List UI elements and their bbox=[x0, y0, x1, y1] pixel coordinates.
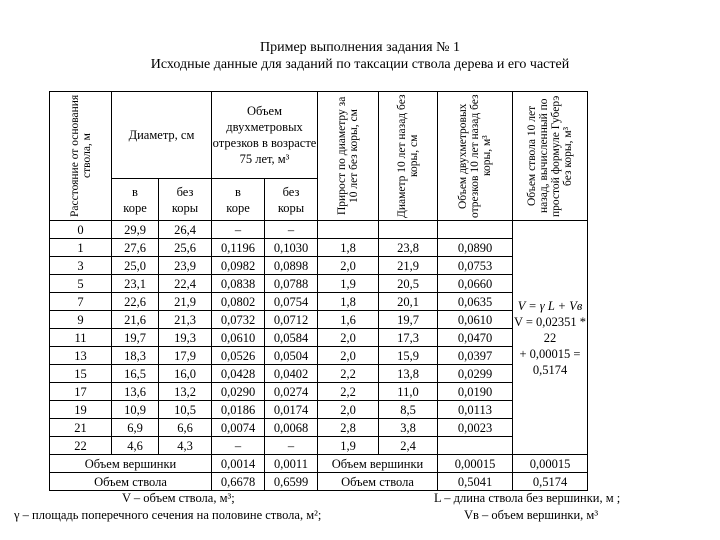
cell-vol-with-bark: – bbox=[212, 221, 265, 239]
cell-vol-10: 0,0299 bbox=[438, 365, 513, 383]
header-diam-without-bark: без коры bbox=[159, 179, 212, 221]
table-row bbox=[50, 257, 588, 275]
cell-diam-10: 20,5 bbox=[379, 275, 438, 293]
cell-distance: 21 bbox=[50, 419, 112, 437]
table-row bbox=[50, 383, 588, 401]
cell-vol-without-bark: 0,0898 bbox=[265, 257, 318, 275]
cell-diam-with-bark: 10,9 bbox=[112, 401, 159, 419]
table-row bbox=[50, 437, 588, 455]
page-title: Пример выполнения задания № 1 bbox=[260, 40, 460, 55]
footnote-gamma: γ – площадь поперечного сечения на половине ствола, м²; bbox=[14, 508, 322, 522]
cell-vol-without-bark: 0,1030 bbox=[265, 239, 318, 257]
cell-diam-with-bark: 21,6 bbox=[112, 311, 159, 329]
cell-vol-10: 0,0023 bbox=[438, 419, 513, 437]
cell-increment: 2,0 bbox=[318, 329, 379, 347]
cell-diam-without-bark: 22,4 bbox=[159, 275, 212, 293]
cell-diam-10: 19,7 bbox=[379, 311, 438, 329]
header-distance: Расстояние от основания ствола, м bbox=[50, 92, 112, 221]
cell-diam-with-bark: 6,9 bbox=[112, 419, 159, 437]
cell-diam-10: 15,9 bbox=[379, 347, 438, 365]
cell-vol-without-bark: 0,0754 bbox=[265, 293, 318, 311]
stem-volume-huber: 0,5174 bbox=[513, 473, 588, 491]
cell-increment: 1,9 bbox=[318, 275, 379, 293]
cell-increment: 2,2 bbox=[318, 383, 379, 401]
top-volume-label: Объем вершинки bbox=[50, 455, 212, 473]
cell-diam-10: 3,8 bbox=[379, 419, 438, 437]
cell-increment: 2,2 bbox=[318, 365, 379, 383]
cell-vol-without-bark: – bbox=[265, 221, 318, 239]
footnote-vb: Vв – объем вершинки, м³ bbox=[464, 508, 599, 522]
cell-diam-10: 23,8 bbox=[379, 239, 438, 257]
table-row bbox=[50, 239, 588, 257]
cell-diam-10: 8,5 bbox=[379, 401, 438, 419]
formula-cell bbox=[513, 221, 588, 455]
footnote-l: L – длина ствола без вершинки, м ; bbox=[434, 491, 621, 505]
cell-distance: 7 bbox=[50, 293, 112, 311]
cell-vol-without-bark: 0,0174 bbox=[265, 401, 318, 419]
cell-diam-without-bark: 21,3 bbox=[159, 311, 212, 329]
cell-vol-without-bark: 0,0584 bbox=[265, 329, 318, 347]
footnote-v: V – объем ствола, м³; bbox=[122, 491, 235, 505]
top-volume-without-bark: 0,0011 bbox=[265, 455, 318, 473]
cell-distance: 9 bbox=[50, 311, 112, 329]
cell-diam-with-bark: 19,7 bbox=[112, 329, 159, 347]
cell-distance: 0 bbox=[50, 221, 112, 239]
header-diam-with-bark: в коре bbox=[112, 179, 159, 221]
formula-line-4: 0,5174 bbox=[532, 362, 568, 377]
cell-increment: 2,0 bbox=[318, 257, 379, 275]
cell-diam-10: 2,4 bbox=[379, 437, 438, 455]
stem-volume-with-bark: 0,6678 bbox=[212, 473, 265, 491]
cell-diam-with-bark: 27,6 bbox=[112, 239, 159, 257]
cell-diam-with-bark: 25,0 bbox=[112, 257, 159, 275]
cell-distance: 19 bbox=[50, 401, 112, 419]
cell-vol-without-bark: 0,0274 bbox=[265, 383, 318, 401]
table-row bbox=[50, 347, 588, 365]
top-volume-huber: 0,00015 bbox=[513, 455, 588, 473]
cell-vol-10 bbox=[438, 437, 513, 455]
cell-distance: 17 bbox=[50, 383, 112, 401]
table-row bbox=[50, 401, 588, 419]
table-row bbox=[50, 293, 588, 311]
cell-diam-without-bark: 10,5 bbox=[159, 401, 212, 419]
cell-distance: 13 bbox=[50, 347, 112, 365]
cell-vol-without-bark: 0,0504 bbox=[265, 347, 318, 365]
header-stem-vol-10: Объем ствола 10 лет назад, вычисленный по простой формуле Губерэ без коры, м³ bbox=[513, 92, 588, 221]
cell-increment: 2,8 bbox=[318, 419, 379, 437]
cell-vol-10 bbox=[438, 221, 513, 239]
cell-diam-without-bark: 4,3 bbox=[159, 437, 212, 455]
table-row bbox=[50, 329, 588, 347]
data-table bbox=[49, 91, 588, 491]
header-diam-10: Диаметр 10 лет назад без коры, см bbox=[379, 92, 438, 221]
top-volume-10: 0,00015 bbox=[438, 455, 513, 473]
formula-line-1: V = γ L + Vв bbox=[517, 298, 583, 313]
header-vol-10: Объем двухметровых отрезков 10 лет назад без коры, м³ bbox=[438, 92, 513, 221]
cell-vol-with-bark: 0,0732 bbox=[212, 311, 265, 329]
cell-diam-without-bark: 13,2 bbox=[159, 383, 212, 401]
cell-diam-with-bark: 23,1 bbox=[112, 275, 159, 293]
cell-increment: 2,0 bbox=[318, 401, 379, 419]
cell-diam-10: 11,0 bbox=[379, 383, 438, 401]
table-row bbox=[50, 419, 588, 437]
cell-distance: 5 bbox=[50, 275, 112, 293]
cell-diam-with-bark: 4,6 bbox=[112, 437, 159, 455]
table-row bbox=[50, 365, 588, 383]
cell-vol-10: 0,0190 bbox=[438, 383, 513, 401]
cell-vol-with-bark: 0,0802 bbox=[212, 293, 265, 311]
cell-diam-without-bark: 23,9 bbox=[159, 257, 212, 275]
cell-diam-with-bark: 16,5 bbox=[112, 365, 159, 383]
stem-volume-label-10: Объем ствола bbox=[318, 473, 438, 491]
cell-vol-with-bark: 0,0526 bbox=[212, 347, 265, 365]
stem-volume-row bbox=[50, 473, 588, 491]
cell-distance: 22 bbox=[50, 437, 112, 455]
cell-diam-without-bark: 16,0 bbox=[159, 365, 212, 383]
cell-vol-10: 0,0753 bbox=[438, 257, 513, 275]
cell-vol-without-bark: 0,0712 bbox=[265, 311, 318, 329]
cell-distance: 3 bbox=[50, 257, 112, 275]
stem-volume-without-bark: 0,6599 bbox=[265, 473, 318, 491]
cell-increment: 2,0 bbox=[318, 347, 379, 365]
cell-diam-with-bark: 18,3 bbox=[112, 347, 159, 365]
cell-vol-with-bark: 0,0428 bbox=[212, 365, 265, 383]
table-row bbox=[50, 311, 588, 329]
cell-vol-10: 0,0113 bbox=[438, 401, 513, 419]
cell-vol-10: 0,0890 bbox=[438, 239, 513, 257]
cell-vol-with-bark: – bbox=[212, 437, 265, 455]
cell-diam-without-bark: 21,9 bbox=[159, 293, 212, 311]
cell-diam-10: 17,3 bbox=[379, 329, 438, 347]
cell-diam-10: 21,9 bbox=[379, 257, 438, 275]
cell-diam-without-bark: 26,4 bbox=[159, 221, 212, 239]
cell-diam-without-bark: 6,6 bbox=[159, 419, 212, 437]
cell-vol-with-bark: 0,0610 bbox=[212, 329, 265, 347]
cell-vol-10: 0,0635 bbox=[438, 293, 513, 311]
cell-increment: 1,8 bbox=[318, 293, 379, 311]
cell-increment: 1,8 bbox=[318, 239, 379, 257]
top-volume-label-10: Объем вершинки bbox=[318, 455, 438, 473]
cell-increment: 1,9 bbox=[318, 437, 379, 455]
cell-vol-10: 0,0660 bbox=[438, 275, 513, 293]
cell-diam-10 bbox=[379, 221, 438, 239]
cell-diam-10: 20,1 bbox=[379, 293, 438, 311]
stem-volume-10: 0,5041 bbox=[438, 473, 513, 491]
header-diameter: Диаметр, см bbox=[112, 92, 212, 179]
cell-vol-with-bark: 0,0186 bbox=[212, 401, 265, 419]
cell-distance: 11 bbox=[50, 329, 112, 347]
cell-diam-without-bark: 25,6 bbox=[159, 239, 212, 257]
cell-vol-with-bark: 0,0290 bbox=[212, 383, 265, 401]
top-volume-with-bark: 0,0014 bbox=[212, 455, 265, 473]
cell-vol-10: 0,0610 bbox=[438, 311, 513, 329]
cell-vol-without-bark: 0,0788 bbox=[265, 275, 318, 293]
cell-vol-without-bark: – bbox=[265, 437, 318, 455]
cell-diam-with-bark: 22,6 bbox=[112, 293, 159, 311]
cell-vol-with-bark: 0,0074 bbox=[212, 419, 265, 437]
cell-vol-with-bark: 0,1196 bbox=[212, 239, 265, 257]
page-subtitle: Исходные данные для заданий по таксации ствола дерева и его частей bbox=[150, 57, 570, 72]
header-vol-with-bark: в коре bbox=[212, 179, 265, 221]
header-volume: Объем двухметровых отрезков в возрасте 75 лет, м³ bbox=[212, 92, 318, 179]
cell-diam-10: 13,8 bbox=[379, 365, 438, 383]
top-volume-row bbox=[50, 455, 588, 473]
table-row bbox=[50, 221, 588, 239]
cell-diam-with-bark: 13,6 bbox=[112, 383, 159, 401]
cell-increment bbox=[318, 221, 379, 239]
cell-distance: 1 bbox=[50, 239, 112, 257]
cell-diam-with-bark: 29,9 bbox=[112, 221, 159, 239]
cell-vol-without-bark: 0,0068 bbox=[265, 419, 318, 437]
header-vol-without-bark: без коры bbox=[265, 179, 318, 221]
cell-diam-without-bark: 19,3 bbox=[159, 329, 212, 347]
stem-volume-label: Объем ствола bbox=[50, 473, 212, 491]
cell-vol-with-bark: 0,0838 bbox=[212, 275, 265, 293]
cell-vol-without-bark: 0,0402 bbox=[265, 365, 318, 383]
formula-line-2: V = 0,02351 * 22 bbox=[513, 314, 587, 345]
cell-vol-with-bark: 0,0982 bbox=[212, 257, 265, 275]
cell-distance: 15 bbox=[50, 365, 112, 383]
cell-vol-10: 0,0470 bbox=[438, 329, 513, 347]
formula-line-3: + 0,00015 = bbox=[519, 346, 581, 361]
cell-vol-10: 0,0397 bbox=[438, 347, 513, 365]
cell-diam-without-bark: 17,9 bbox=[159, 347, 212, 365]
cell-increment: 1,6 bbox=[318, 311, 379, 329]
header-increment: Прирост по диаметру за 10 лет без коры, см bbox=[318, 92, 379, 221]
table-row bbox=[50, 275, 588, 293]
